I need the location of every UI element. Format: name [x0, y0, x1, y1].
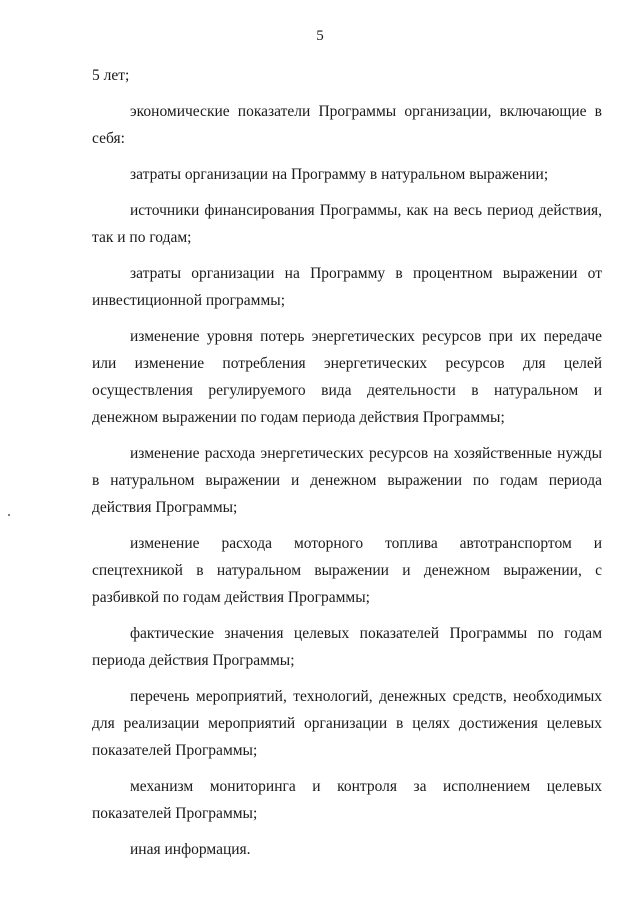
- paragraph-economic-indicators: экономические показатели Программы организации, включающие в себя:: [92, 103, 602, 147]
- paragraph-continuation: 5 лет;: [92, 67, 130, 84]
- paragraph-other-info: иная информация.: [130, 841, 251, 858]
- paragraph-motor-fuel: изменение расхода моторного топлива автотранспортом и спецтехникой в натуральном выражении и денежном выражении, с разбивкой по годам действия Программы;: [92, 535, 602, 606]
- paragraph-funding-sources: источники финансирования Программы, как на весь период действия, так и по годам;: [92, 202, 602, 246]
- paragraph-target-values: фактические значения целевых показателей Программы по годам периода действия Программы;: [92, 625, 602, 669]
- paragraph-household-needs: изменение расхода энергетических ресурсов на хозяйственные нужды в натуральном выражении и денежном выражении по годам периода действия Программы;: [92, 445, 602, 516]
- paragraph-measures-list: перечень мероприятий, технологий, денежных средств, необходимых для реализации мероприятий организации в целях достижения целевых показателей Программы;: [92, 688, 602, 759]
- paragraph-monitoring: механизм мониторинга и контроля за исполнением целевых показателей Программы;: [92, 778, 602, 822]
- page-number: 5: [316, 28, 324, 44]
- paragraph-costs-percent: затраты организации на Программу в процентном выражении от инвестиционной программы;: [92, 265, 602, 309]
- document-body: [92, 62, 602, 872]
- paragraph-costs-natural: затраты организации на Программу в натуральном выражении;: [130, 166, 549, 183]
- paragraph-losses-change: изменение уровня потерь энергетических ресурсов при их передаче или изменение потребления энергетических ресурсов для целей осуществления регулируемого вида деятельности в натуральном и денежном выражении по годам периода действия Программы;: [92, 328, 602, 426]
- scan-artifact-dot: [8, 514, 10, 516]
